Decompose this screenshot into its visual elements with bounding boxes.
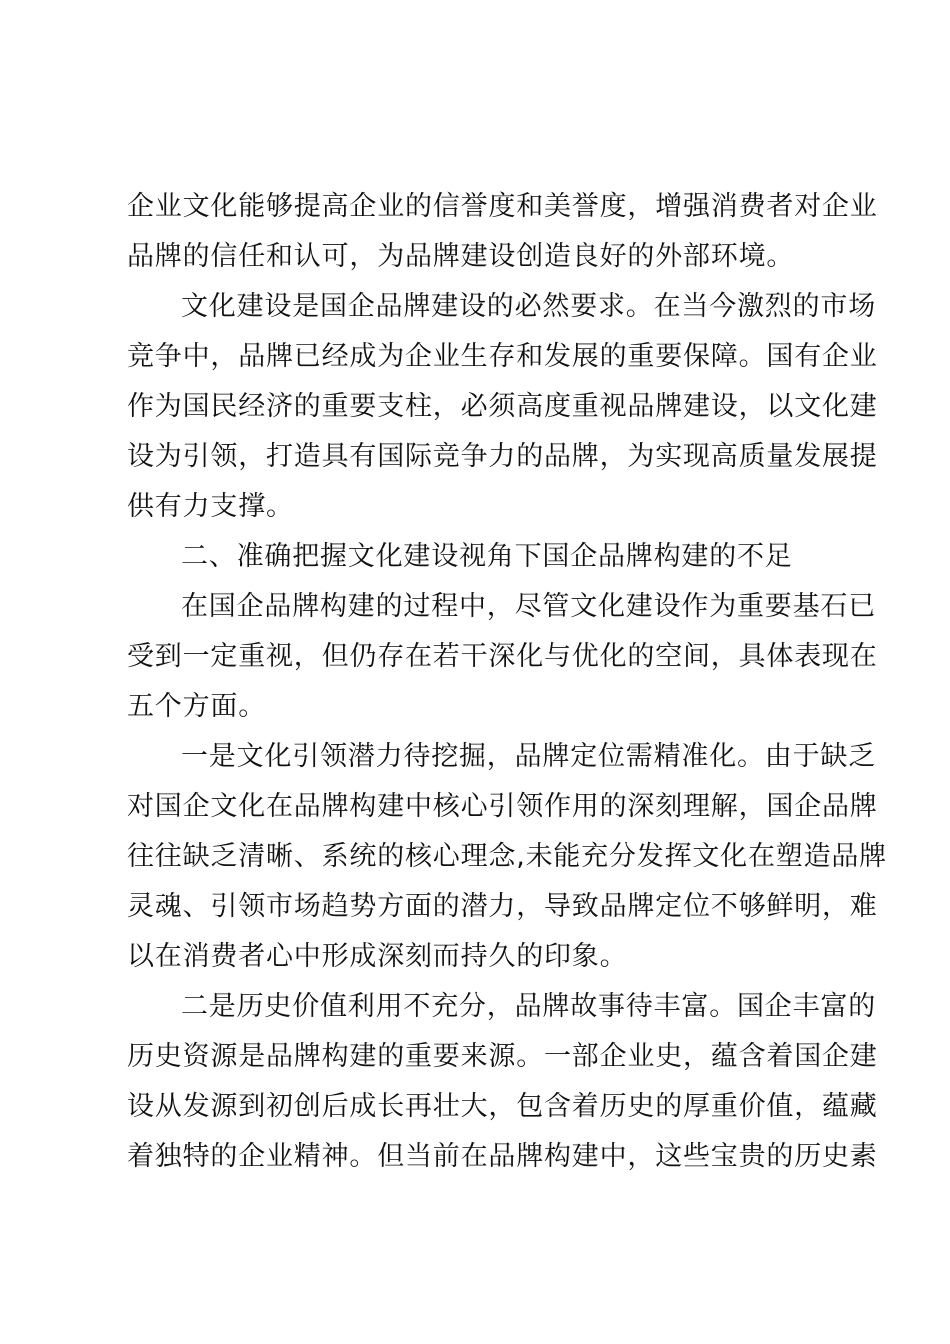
paragraph-line: 二是历史价值利用不充分，品牌故事待丰富。国企丰富的 [181,991,876,1022]
paragraph-line: 竞争中，品牌已经成为企业生存和发展的重要保障。国有企业 [127,341,878,372]
paragraph-line: 在国企品牌构建的过程中，尽管文化建设作为重要基石已 [181,591,876,622]
paragraph-line: 设为引领，打造具有国际竞争力的品牌，为实现高质量发展提 [127,441,878,472]
paragraph-line: 供有力支撑。 [127,491,294,522]
paragraph-line: 品牌的信任和认可，为品牌建设创造良好的外部环境。 [127,241,795,272]
paragraph-line: 对国企文化在品牌构建中核心引领作用的深刻理解，国企品牌 [127,791,878,822]
paragraph-line: 受到一定重视，但仍存在若干深化与优化的空间，具体表现在 [127,641,878,672]
paragraph-line: 往往缺乏清晰、系统的核心理念,未能充分发挥文化在塑造品牌 [127,841,887,872]
paragraph-line: 设从发源到初创后成长再壮大，包含着历史的厚重价值，蕴藏 [127,1091,878,1122]
paragraph-line: 企业文化能够提高企业的信誉度和美誉度，增强消费者对企业 [127,191,878,222]
paragraph-line: 一是文化引领潜力待挖掘，品牌定位需精准化。由于缺乏 [181,741,876,772]
document-body [127,182,887,1182]
section-heading: 二、准确把握文化建设视角下国企品牌构建的不足 [181,541,793,572]
paragraph-line: 灵魂、引领市场趋势方面的潜力，导致品牌定位不够鲜明，难 [127,891,878,922]
paragraph-line: 以在消费者心中形成深刻而持久的印象。 [127,941,628,972]
paragraph-line: 作为国民经济的重要支柱，必须高度重视品牌建设，以文化建 [127,391,878,422]
paragraph-line: 文化建设是国企品牌建设的必然要求。在当今激烈的市场 [181,291,876,322]
paragraph-line: 历史资源是品牌构建的重要来源。一部企业史，蕴含着国企建 [127,1041,878,1072]
paragraph-line: 着独特的企业精神。但当前在品牌构建中，这些宝贵的历史素 [127,1141,878,1172]
paragraph-line: 五个方面。 [127,691,266,722]
